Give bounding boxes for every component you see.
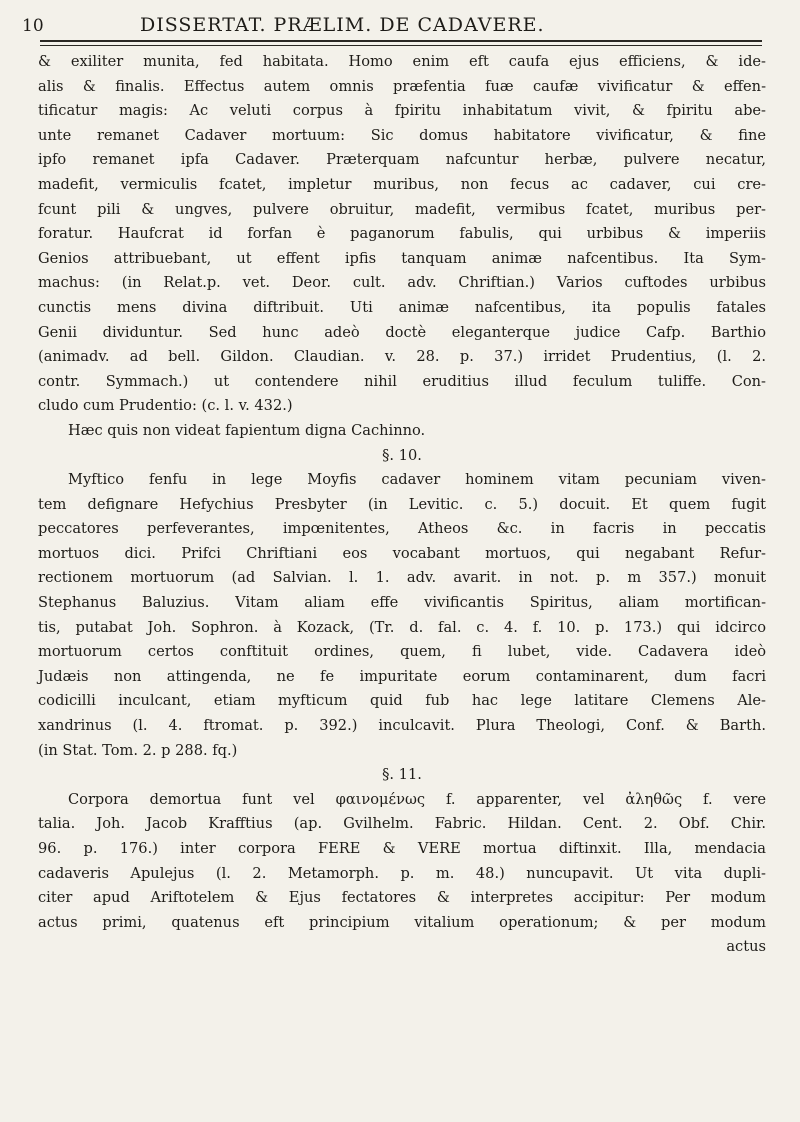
text-line: (in Stat. Tom. 2. p 288. fq.) [38, 741, 238, 759]
text-line: cunctis mens divina diftribuit. Uti animæ nafcentibus, ita populis fatales [38, 298, 766, 316]
text-line: madefit, vermiculis fcatet, impletur muribus, non fecus ac cadaver, cui cre- [38, 175, 766, 193]
text-line: talia. Joh. Jacob Krafftius (ap. Gvilhelm. Fabric. Hildan. Cent. 2. Obf. Chir. [38, 815, 766, 833]
body-text [38, 50, 766, 960]
header-rule [40, 40, 762, 46]
text-line: Corpora demortua funt vel φαινομένως f. apparenter, vel ἀληθῶς f. vere [68, 790, 766, 808]
text-line: contr. Symmach.) ut contendere nihil eruditius illud feculum tuliffe. Con- [38, 372, 766, 390]
text-line: foratur. Haufcrat id forfan è paganorum fabulis, qui urbibus & imperiis [38, 225, 766, 243]
running-title: DISSERTAT. PRÆLIM. DE CADAVERE. [140, 14, 545, 36]
text-line: tis, putabat Joh. Sophron. à Kozack, (Tr. d. fal. c. 4. f. 10. p. 173.) qui idcirco [38, 618, 766, 636]
text-line: Judæis non attingenda, ne fe impuritate eorum contaminarent, dum facri [38, 667, 766, 685]
text-line: ipfo remanet ipfa Cadaver. Præterquam nafcuntur herbæ, pulvere necatur, [38, 151, 766, 169]
text-line: tificatur magis: Ac veluti corpus à fpiritu inhabitatum vivit, & fpiritu abe- [38, 102, 766, 120]
text-line: Genios attribuebant, ut effent ipfis tanquam animæ nafcentibus. Ita Sym- [38, 249, 766, 267]
text-line: fcunt pili & ungves, pulvere obruitur, madefit, vermibus fcatet, muribus per- [38, 200, 766, 218]
text-line: 96. p. 176.) inter corpora FERE & VERE mortua diftinxit. Illa, mendacia [38, 840, 766, 857]
text-line: & exiliter munita, fed habitata. Homo enim eft caufa ejus efficiens, & ide- [38, 53, 766, 70]
text-line: mortuos dici. Prifci Chriftiani eos vocabant mortuos, qui negabant Refur- [38, 544, 766, 562]
text-line: rectionem mortuorum (ad Salvian. l. 1. adv. avarit. in not. p. m 357.) monuit [38, 569, 766, 587]
text-line: Myftico fenfu in lege Moyfis cadaver hominem vitam pecuniam viven- [68, 471, 766, 489]
text-line: cludo cum Prudentio: (c. l. v. 432.) [38, 397, 293, 415]
text-line: cadaveris Apulejus (l. 2. Metamorph. p. m. 48.) nuncupavit. Ut vita dupli- [38, 864, 766, 882]
text-line: peccatores perfeverantes, impœnitentes, Atheos &c. in facris in peccatis [38, 520, 766, 538]
text-line: Genii dividuntur. Sed hunc adeò doctè eleganterque judice Cafp. Barthio [38, 323, 766, 341]
text-line: xandrinus (l. 4. ftromat. p. 392.) inculcavit. Plura Theologi, Conf. & Barth. [38, 717, 766, 735]
section-heading: §. 11. [382, 766, 422, 784]
verse-quote: Hæc quis non videat fapientum digna Cachinno. [68, 421, 426, 439]
text-line: unte remanet Cadaver mortuum: Sic domus habitatore vivificatur, & fine [38, 126, 766, 144]
section-heading: §. 10. [382, 446, 422, 464]
page-number: 10 [22, 16, 44, 36]
catchword: actus [726, 938, 766, 956]
text-line: mortuorum certos conftituit ordines, quem, fi lubet, vide. Cadavera ideò [38, 643, 766, 661]
text-line: machus: (in Relat.p. vet. Deor. cult. adv. Chriftian.) Varios cuftodes urbibus [38, 274, 766, 292]
page-header [22, 8, 762, 44]
text-line: (animadv. ad bell. Gildon. Claudian. v. 28. p. 37.) irridet Prudentius, (l. 2. [38, 348, 766, 366]
text-line: alis & finalis. Effectus autem omnis præfentia fuæ caufæ vivificatur & effen- [38, 77, 766, 95]
text-line: actus primi, quatenus eft principium vitalium operationum; & per modum [38, 913, 766, 931]
text-line: codicilli inculcant, etiam myfticum quid fub hac lege latitare Clemens Ale- [38, 692, 766, 710]
text-line: Stephanus Baluzius. Vitam aliam effe vivificantis Spiritus, aliam mortifican- [38, 594, 766, 612]
text-line: tem defignare Hefychius Presbyter (in Levitic. c. 5.) docuit. Et quem fugit [38, 495, 766, 513]
text-line: citer apud Ariftotelem & Ejus fectatores & interpretes accipitur: Per modum [38, 889, 766, 907]
